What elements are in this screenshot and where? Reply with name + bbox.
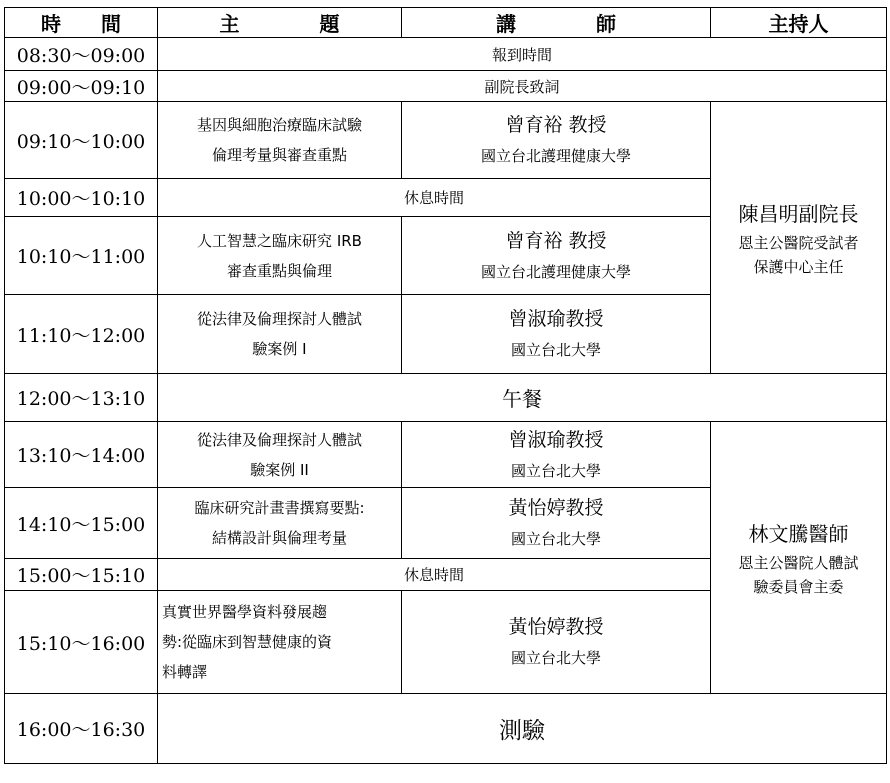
- speaker-cell: [402, 488, 711, 559]
- topic-line: 從法律及倫理探討人體試: [196, 310, 362, 328]
- time-cell: 16:00～16:30: [5, 694, 158, 764]
- time-cell: 12:00～13:10: [5, 374, 158, 422]
- header-host: 主持人: [711, 8, 887, 38]
- time-cell: 10:10～11:00: [5, 217, 158, 295]
- header-speaker: 講 師: [402, 8, 711, 38]
- time-cell: 09:00～09:10: [5, 71, 158, 102]
- speaker-affiliation: 國立台北大學: [510, 649, 601, 667]
- topic-line: 勢:從臨床到智慧健康的資: [162, 633, 333, 651]
- table-row: [5, 102, 887, 179]
- speaker-name: 黃怡婷教授: [508, 497, 604, 519]
- header-topic: 主 題: [158, 8, 402, 38]
- time-cell: 13:10～14:00: [5, 422, 158, 488]
- topic-line: 真實世界醫學資料發展趨: [162, 603, 328, 621]
- topic-cell: [158, 295, 402, 374]
- topic-line: 從法律及倫理探討人體試: [196, 430, 362, 449]
- topic-line: 臨床研究計畫書撰寫要點:: [194, 499, 365, 517]
- topic-cell: [158, 591, 402, 694]
- topic-line: 料轉譯: [162, 663, 208, 681]
- header-time: 時 間: [5, 8, 158, 38]
- time-cell: 08:30～09:00: [5, 38, 158, 71]
- speaker-affiliation: 國立台北護理健康大學: [480, 147, 631, 165]
- speaker-cell: [402, 422, 711, 488]
- speaker-affiliation: 國立台北大學: [510, 461, 601, 480]
- speaker-cell: [402, 295, 711, 374]
- speaker-affiliation: 國立台北護理健康大學: [480, 262, 631, 281]
- header-row: [5, 8, 887, 38]
- time-cell: 14:10～15:00: [5, 488, 158, 559]
- speaker-cell: [402, 102, 711, 179]
- table-row: [5, 71, 887, 102]
- agenda-label: 休息時間: [158, 179, 711, 217]
- host-title-line: 驗委員會主委: [753, 577, 844, 596]
- host-cell-afternoon: [711, 422, 887, 694]
- topic-line: 驗案例 II: [250, 460, 309, 479]
- topic-line: 人工智慧之臨床研究 IRB: [197, 231, 362, 250]
- topic-cell: [158, 422, 402, 488]
- agenda-label: 報到時間: [158, 38, 887, 71]
- speaker-name: 黃怡婷教授: [508, 616, 604, 638]
- agenda-label: 午餐: [158, 374, 887, 422]
- agenda-label: 副院長致詞: [158, 71, 887, 102]
- time-cell: 11:10～12:00: [5, 295, 158, 374]
- host-title-line: 恩主公醫院人體試: [738, 553, 859, 572]
- host-name: 林文騰醫師: [748, 521, 849, 546]
- host-title-line: 恩主公醫院受試者: [738, 233, 859, 252]
- table-row: [5, 422, 887, 488]
- topic-cell: [158, 217, 402, 295]
- speaker-affiliation: 國立台北大學: [510, 341, 601, 359]
- time-cell: 10:00～10:10: [5, 179, 158, 217]
- table-row: [5, 38, 887, 71]
- table-row: [5, 694, 887, 764]
- topic-cell: [158, 102, 402, 179]
- time-cell: 15:10～16:00: [5, 591, 158, 694]
- time-cell: 09:10～10:00: [5, 102, 158, 179]
- table-row: [5, 374, 887, 422]
- speaker-name: 曾育裕 教授: [505, 114, 607, 136]
- agenda-label: 測驗: [158, 694, 887, 764]
- topic-line: 基因與細胞治療臨床試驗: [196, 116, 362, 134]
- topic-line: 結構設計與倫理考量: [211, 529, 347, 547]
- agenda-label: 休息時間: [158, 559, 711, 591]
- speaker-name: 曾淑瑜教授: [508, 428, 604, 451]
- schedule-table: [4, 7, 887, 764]
- topic-cell: [158, 488, 402, 559]
- host-name: 陳昌明副院長: [738, 201, 859, 226]
- speaker-cell: [402, 591, 711, 694]
- speaker-cell: [402, 217, 711, 295]
- speaker-name: 曾育裕 教授: [505, 229, 607, 252]
- speaker-name: 曾淑瑜教授: [508, 308, 604, 330]
- speaker-affiliation: 國立台北大學: [510, 530, 601, 548]
- topic-line: 驗案例 I: [252, 340, 307, 358]
- host-cell-morning: [711, 102, 887, 374]
- host-title-line: 保護中心主任: [753, 257, 844, 276]
- topic-line: 審查重點與倫理: [226, 261, 332, 280]
- topic-line: 倫理考量與審查重點: [211, 146, 347, 164]
- time-cell: 15:00～15:10: [5, 559, 158, 591]
